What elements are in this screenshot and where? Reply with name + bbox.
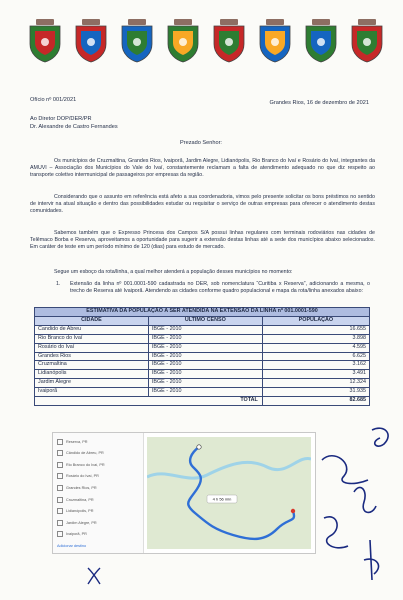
paragraph-1: Os municípios de Cruzmaltina, Grandes Rios, Ivaiporã, Jardim Alegre, Lidianópolis, Rio Branco do Ivaí e Rosário do Ivaí, integrantes da AMUVI – Associação dos Municípios do Vale do Ivaí, constantemente reclamam a falta de atendimento adequado no que diz respeito ao transporte coletivo intermunicipal de passageiros por empresas da região. [30, 158, 375, 179]
recipient-title: Ao Diretor DOP/DER/PR [30, 116, 92, 122]
route-stop-item [57, 460, 139, 469]
stop-name: Grandes Rios, PR [66, 485, 97, 490]
municipal-crest [348, 18, 386, 64]
cell-population: 3.491 [262, 370, 369, 379]
cell-census: IBGE - 2010 [148, 361, 262, 370]
municipal-crest [118, 18, 156, 64]
cell-population: 6.625 [262, 352, 369, 361]
municipal-crest [302, 18, 340, 64]
route-map [147, 437, 311, 549]
stop-name: Cruzmaltina, PR [66, 497, 94, 502]
route-stop-item [57, 530, 139, 539]
route-stop-item [57, 483, 139, 492]
cell-city: Ivaiporã [35, 388, 149, 397]
route-stop-list [53, 433, 144, 553]
population-table [34, 307, 370, 406]
table-row [35, 370, 370, 379]
table-row [35, 334, 370, 343]
route-stop-item [57, 472, 139, 481]
table-row [35, 352, 370, 361]
cell-census: IBGE - 2010 [148, 370, 262, 379]
cell-population: 16.655 [262, 325, 369, 334]
cell-city: Candido de Abreu [35, 325, 149, 334]
table-row [35, 343, 370, 352]
route-stop-item [57, 495, 139, 504]
municipal-crest [210, 18, 248, 64]
stop-marker-icon [57, 531, 63, 537]
municipal-crests-row [26, 18, 386, 66]
route-map-screenshot [52, 432, 316, 554]
cell-population: 3.898 [262, 334, 369, 343]
cell-population: 3.162 [262, 361, 369, 370]
stop-marker-icon [57, 520, 63, 526]
greeting: Prezado Senhor: [180, 140, 222, 146]
cell-city: Rio Branco do Ivaí [35, 334, 149, 343]
route-stop-item [57, 518, 139, 527]
column-header-population: POPULAÇÃO [262, 316, 369, 325]
stop-name: Ivaiporã, PR [66, 532, 87, 537]
table-row [35, 325, 370, 334]
cell-census: IBGE - 2010 [148, 325, 262, 334]
cell-city: Lidianópolis [35, 370, 149, 379]
stop-marker-icon [57, 473, 63, 479]
total-row [35, 397, 370, 406]
stop-name: Lidianópolis, PR [66, 509, 94, 514]
column-header-census: ÚLTIMO CENSO [148, 316, 262, 325]
route-start-marker [197, 445, 201, 449]
cell-census: IBGE - 2010 [148, 388, 262, 397]
add-destination-link: Adicionar destino [57, 543, 87, 548]
stop-name: Reserva, PR [66, 439, 88, 444]
stop-name: Cândido de Abreu, PR [66, 451, 104, 456]
handwritten-signatures [314, 420, 400, 600]
cell-census: IBGE - 2010 [148, 343, 262, 352]
cell-population: 12.324 [262, 379, 369, 388]
table-row [35, 361, 370, 370]
stop-marker-icon [57, 450, 63, 456]
cell-population: 31.935 [262, 388, 369, 397]
cell-census: IBGE - 2010 [148, 352, 262, 361]
cell-city: Grandes Rios [35, 352, 149, 361]
paragraph-3: Sabemos também que o Expresso Princesa dos Campos S/A possui linhas regulares com terminais rodoviários nas cidades de Telêmaco Borba e Reserva, aproveitamos a oportunidade para sugerir a extensão destas linhas até a sede dos municípios abaixo selecionados. Em caráter de teste em um período mínimo de 120 (dias) para estudo de mercado. [30, 230, 375, 251]
total-label: TOTAL [35, 397, 263, 406]
map-land [147, 437, 311, 549]
table-title: ESTIMATIVA DA POPULAÇÃO A SER ATENDIDA NA EXTENSÃO DA LINHA nº 001.0001-590 [35, 308, 370, 317]
total-value: 82.685 [262, 397, 369, 406]
table-row [35, 388, 370, 397]
cell-census: IBGE - 2010 [148, 379, 262, 388]
table-row [35, 379, 370, 388]
route-end-marker [291, 509, 295, 513]
paragraph-4: Segue um esboço da rota/linha, a qual melhor atenderá a população desses municípios no momento: [54, 269, 293, 275]
list-item-1 [56, 281, 370, 295]
cell-city: Jardim Alegre [35, 379, 149, 388]
municipal-crest [26, 18, 64, 64]
route-stop-item [57, 437, 139, 446]
list-item-number: 1. [56, 281, 61, 287]
letter-date: Grandes Rios, 16 de dezembro de 2021 [269, 100, 369, 106]
letter-reference: Ofício nº 001/2021 [30, 97, 77, 103]
handwritten-mark [84, 564, 106, 586]
stop-marker-icon [57, 462, 63, 468]
recipient-name: Dr. Alexandre de Castro Fernandes [30, 124, 118, 130]
cell-population: 4.595 [262, 343, 369, 352]
paragraph-2: Considerando que o assunto em referência está afeto a sua coordenadoria, vimos pelo presente solicitar os bons préstimos no sentido de intervir na atual situação e dentro das possibilidades estudar ou requisitar o serviço de outras empresas para oferecer o atendimento destas comunidades. [30, 194, 375, 215]
stop-name: Jardim Alegre, PR [66, 520, 97, 525]
stop-name: Rosário do Ivaí, PR [66, 474, 99, 479]
cell-census: IBGE - 2010 [148, 334, 262, 343]
route-stop-item [57, 449, 139, 458]
route-stop-item [57, 507, 139, 516]
municipal-crest [164, 18, 202, 64]
stop-marker-icon [57, 508, 63, 514]
cell-city: Rosário do Ivaí [35, 343, 149, 352]
stop-name: Rio Branco do Ivaí, PR [66, 462, 105, 467]
stop-marker-icon [57, 439, 63, 445]
column-header-city: CIDADE [35, 316, 149, 325]
municipal-crest [256, 18, 294, 64]
stop-marker-icon [57, 497, 63, 503]
cell-city: Cruzmaltina [35, 361, 149, 370]
list-item-text: Extensão da linha nº 001.0001-590 cadastrada no DER, sob nomenclatura “Curitiba x Reserva”, adicionando a mesma, o trecho de Reserva até Ivaiporã. Atendendo as cidades conforme quadro populacional e mapa da rota/linha anexados abaixo: [70, 281, 370, 295]
table-body [35, 325, 370, 396]
stop-marker-icon [57, 485, 63, 491]
route-badge-text: 4 h 56 min [212, 496, 232, 502]
municipal-crest [72, 18, 110, 64]
